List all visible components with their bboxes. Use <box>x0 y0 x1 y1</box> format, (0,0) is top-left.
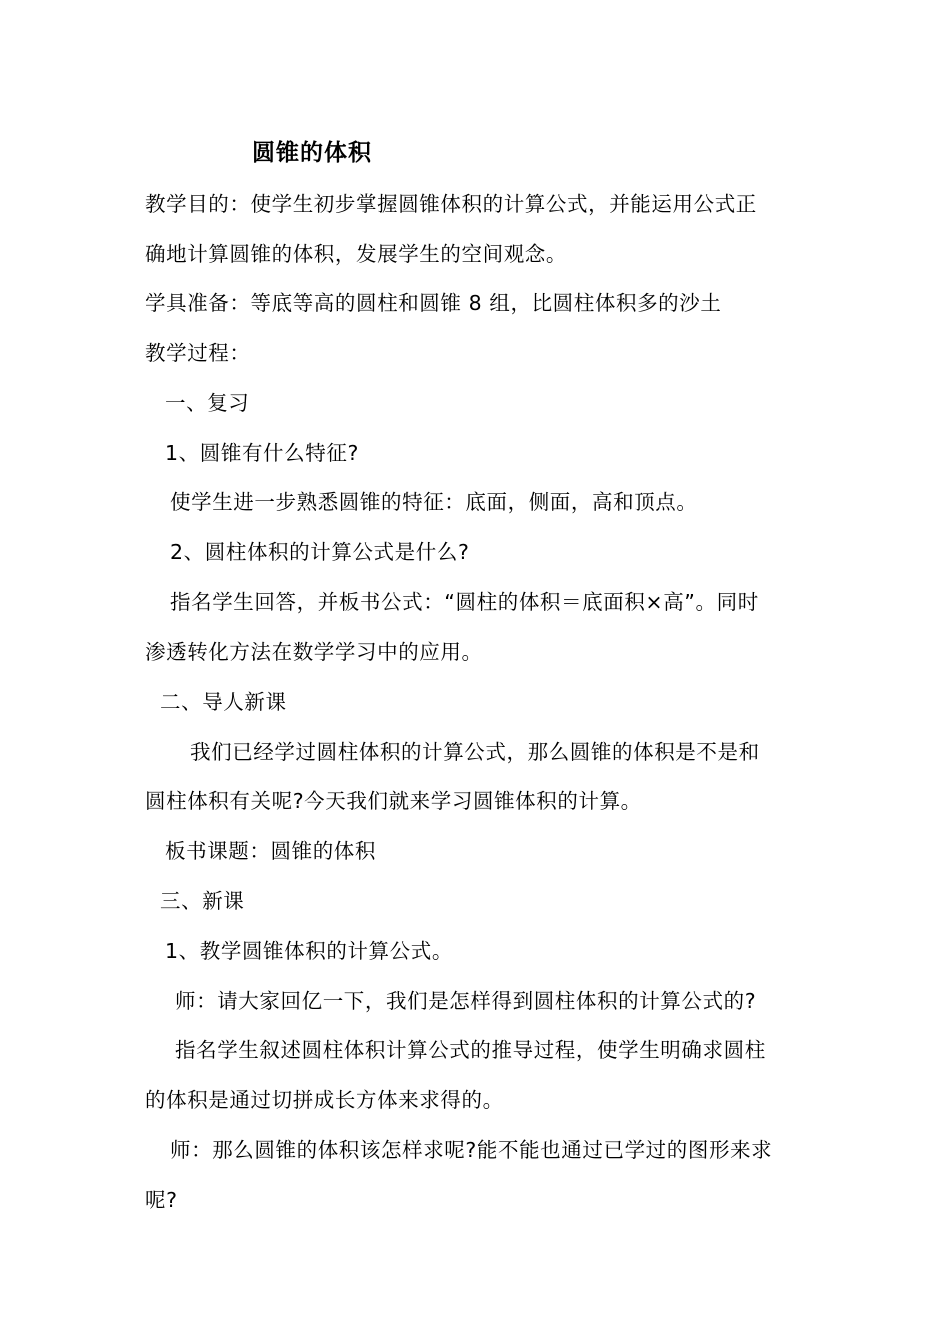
paragraph-line: 指名学生叙述圆柱体积计算公式的推导过程，使学生明确求圆柱 <box>175 1038 766 1062</box>
paragraph-line: 的体积是通过切拼成长方体来求得的。 <box>145 1088 504 1112</box>
paragraph-line: 2、圆柱体积的计算公式是什么? <box>170 540 470 564</box>
paragraph-line: 呢? <box>145 1188 178 1212</box>
paragraph-line: 使学生进一步熟悉圆锥的特征：底面，侧面，高和顶点。 <box>170 490 698 514</box>
section-heading: 三、新课 <box>160 889 245 913</box>
paragraph-line: 师：那么圆锥的体积该怎样求呢?能不能也通过已学过的图形来求 <box>170 1138 773 1162</box>
paragraph-line: 1、教学圆锥体积的计算公式。 <box>165 939 453 963</box>
paragraph-line: 学具准备：等底等高的圆柱和圆锥 8 组，比圆柱体积多的沙土 <box>145 291 722 315</box>
paragraph-line: 确地计算圆锥的体积，发展学生的空间观念。 <box>145 242 567 266</box>
paragraph-line: 圆柱体积有关呢?今天我们就来学习圆锥体积的计算。 <box>145 789 642 813</box>
paragraph-line: 1、圆锥有什么特征? <box>165 441 359 465</box>
paragraph-line: 指名学生回答，并板书公式：“圆柱的体积＝底面积×高”。同时 <box>170 590 759 614</box>
paragraph-line: 我们已经学过圆柱体积的计算公式，那么圆锥的体积是不是和 <box>190 740 760 764</box>
section-heading: 一、复习 <box>165 391 250 415</box>
paragraph-line: 渗透转化方法在数学学习中的应用。 <box>145 640 483 664</box>
section-heading: 二、导人新课 <box>160 690 287 714</box>
paragraph-line: 教学目的：使学生初步掌握圆锥体积的计算公式，并能运用公式正 <box>145 192 757 216</box>
paragraph-line: 教学过程： <box>145 341 251 365</box>
paragraph-line: 师：请大家回亿一下，我们是怎样得到圆柱体积的计算公式的? <box>175 989 757 1013</box>
document-title: 圆锥的体积 <box>252 140 372 166</box>
paragraph-line: 板书课题：圆锥的体积 <box>165 839 376 863</box>
